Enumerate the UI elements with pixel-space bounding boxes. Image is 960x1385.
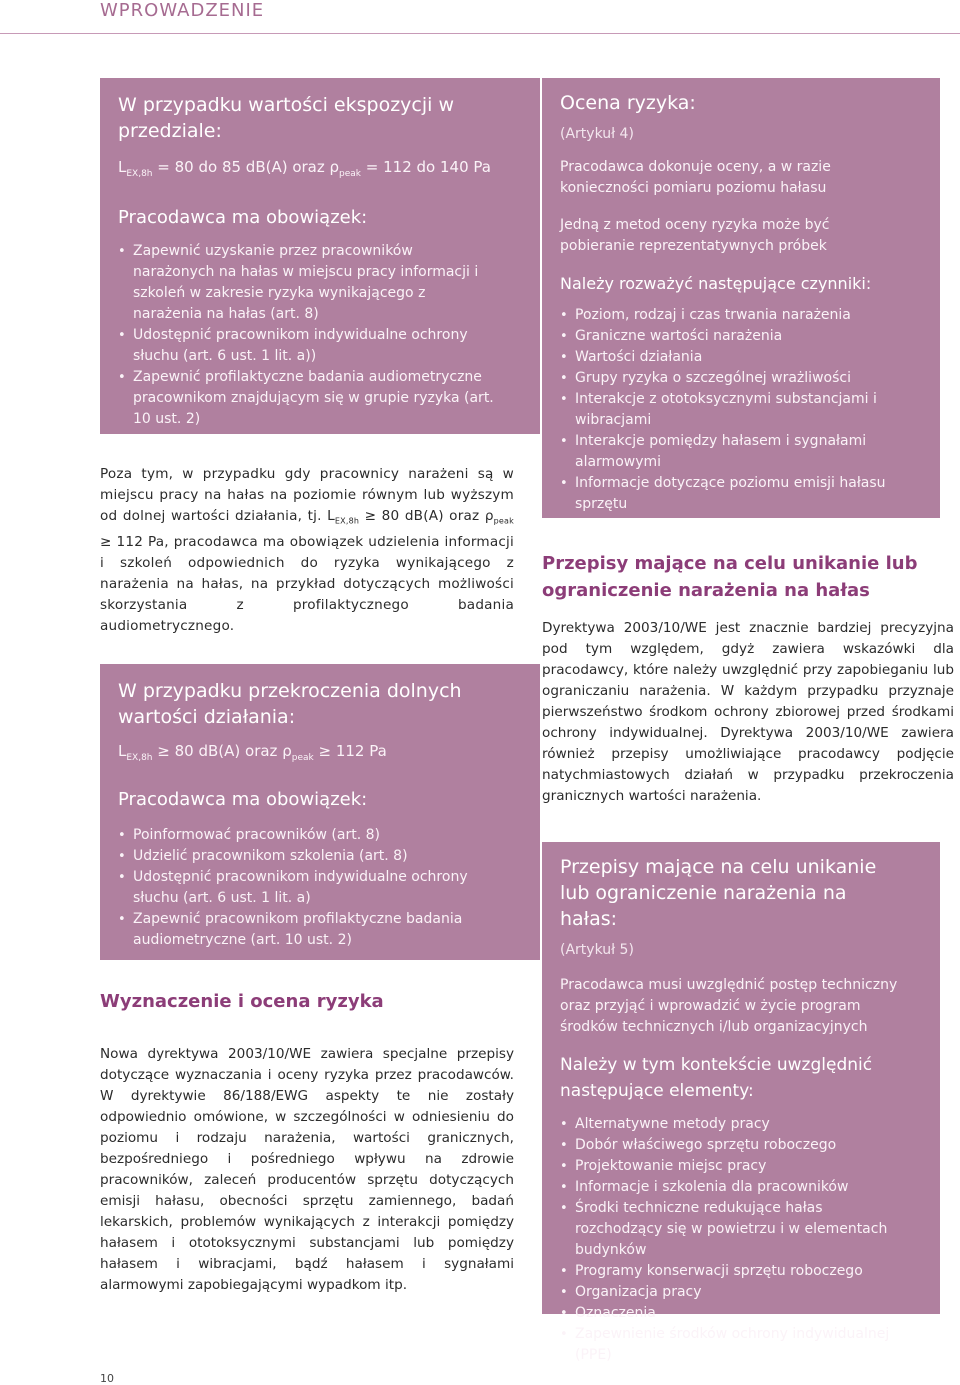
box4-subtitle: (Artykuł 5) (560, 942, 634, 958)
box2-list (118, 825, 498, 951)
list-item: • Interakcje pomiędzy hałasem i sygnałami alarmowymi (560, 431, 910, 473)
box3-paragraph-1: Pracodawca dokonuje oceny, a w razie konieczności pomiaru poziomu hałasu (560, 159, 831, 196)
box4-subheading: Należy w tym kontekście uwzględnić następujące elementy: (560, 1055, 873, 1101)
section-risk-assessment-text: Nowa dyrektywa 2003/10/WE zawiera specjalne przepisy dotyczące wyznaczania i oceny ryzyka przez pracodawców. W dyrektywie 86/188/EWG aspekty te nie zostały odpowiednio omówione, w szczególności w odniesieniu do poziomu i rodzaju narażenia, wartości granicznych, bezpośredniego i pośredniego wpływu na zdrowie pracowników, zaleceń producentów sprzętu dotyczących emisji hałasu, obecności sprzętu zamiennego, badań lekarskich, problemów wynikających z interakcji pomiędzy hałasem i ototoksycznymi substancjami lub pomiędzy hałasem i wibracjami, bądź hałasem i sygnałami alarmowymi zapobiegającymi wypadkom itp. (100, 1046, 514, 1293)
list-item: • Udostępnić pracownikom indywidualne ochrony słuchu (art. 6 ust. 1 lit. a)) (118, 325, 498, 367)
box1-subheading: Pracodawca ma obowiązek: (118, 207, 368, 228)
list-item: • Poinformować pracowników (art. 8) (118, 825, 498, 846)
list-item: • Projektowanie miejsc pracy (560, 1156, 910, 1177)
box4-paragraph-1: Pracodawca musi uwzględnić postęp techniczny oraz przyjąć i wprowadzić w życie program środków technicznych i/lub organizacyjnych (560, 977, 898, 1035)
section-avoidance-text: Dyrektywa 2003/10/WE jest znacznie bardziej precyzyjna pod tym względem, gdyż zawiera wskazówki dla pracodawcy, które należy uwzględnić przy zapobieganiu lub ograniczaniu narażenia. W każdym przypadku przyznaje pierwszeństwo środkom ochrony zbiorowej przed środkami ochrony indywidualnej. Dyrektywa 2003/10/WE zawiera również przepisy umożliwiające pracodawcy podjęcie natychmiastowych działań w przypadku przekroczenia granicznych wartości narażenia. (542, 620, 954, 804)
list-item: • Graniczne wartości narażenia (560, 326, 910, 347)
section-avoidance-title: Przepisy mające na celu unikanie lub ograniczenie narażenia na hałas (542, 553, 918, 601)
list-item: • Zapewnić pracownikom profilaktyczne badania audiometryczne (art. 10 ust. 2) (118, 909, 498, 951)
list-item: • Wartości działania (560, 347, 910, 368)
list-item: • Środki techniczne redukujące hałas rozchodzący się w powietrzu i w elementach budynków (560, 1198, 910, 1261)
box-lower-action-value (100, 664, 540, 960)
box3-subheading: Należy rozważyć następujące czynniki: (560, 274, 872, 293)
list-item: • Zapewnić uzyskanie przez pracowników narażonych na hałas w miejscu pracy informacji i szkoleń w zakresie ryzyka wynikającego z narażenia na hałas (art. 8) (118, 241, 498, 325)
box2-formula: $L_{EX,8h} \ge 80$ dB(A) oraz $\rho_{peak} \ge 112$ Pa (118, 742, 387, 763)
box1-list (118, 241, 498, 430)
box3-list (560, 305, 910, 515)
header-title: WPROWADZENIE (100, 0, 265, 21)
exposure-paragraph: Poza tym, w przypadku gdy pracownicy narażeni są w miejscu pracy na hałas na poziomie równym lub wyższym od dolnej wartości działania, tj. $L_{EX,8h} \ge 80$ dB(A) oraz $\rho_{peak} \ge 112$ Pa, pracodawca ma obowiązek udzielenia informacji i szkoleń odpowiednich do ryzyka wynikającego z narażenia na hałas, na przykład dotyczących możliwości skorzystania z profilaktycznego badania audiometrycznego. (100, 466, 514, 634)
list-item: • Poziom, rodzaj i czas trwania narażenia (560, 305, 910, 326)
box3-title: Ocena ryzyka: (560, 92, 696, 114)
list-item: • Zapewnić profilaktyczne badania audiometryczne pracownikom znajdującym się w grupie ryzyka (art. 10 ust. 2) (118, 367, 498, 430)
box1-formula: $L_{EX,8h} = 80$ do 85 dB(A) oraz $\rho_{peak} = 112$ do 140 Pa (118, 158, 491, 179)
list-item: • Udostępnić pracownikom indywidualne ochrony słuchu (art. 6 ust. 1 lit. a) (118, 867, 498, 909)
box2-subheading: Pracodawca ma obowiązek: (118, 789, 368, 810)
page-header (0, 0, 960, 34)
box4-title: Przepisy mające na celu unikanie lub ograniczenie narażenia na hałas: (560, 856, 877, 930)
box3-paragraph-2: Jedną z metod oceny ryzyka może być pobieranie reprezentatywnych próbek (560, 217, 830, 254)
list-item: • Grupy ryzyka o szczególnej wrażliwości (560, 368, 910, 389)
box3-subtitle: (Artykuł 4) (560, 126, 634, 142)
box4-list (560, 1114, 910, 1366)
list-item: • Informacje dotyczące poziomu emisji hałasu sprzętu (560, 473, 910, 515)
list-item: • Programy konserwacji sprzętu roboczego (560, 1261, 910, 1282)
box-avoidance-measures (542, 842, 940, 1363)
list-item: • Organizacja pracy (560, 1282, 910, 1303)
list-item: • Zapewnienie środków ochrony indywidualnej (PPE) (560, 1324, 910, 1366)
box-risk-assessment (542, 78, 940, 518)
list-item: • Interakcje z ototoksycznymi substancjami i wibracjami (560, 389, 910, 431)
box1-title: W przypadku wartości ekspozycji w przedziale: (118, 94, 454, 142)
page-number: 10 (100, 1372, 114, 1385)
section-risk-assessment-title: Wyznaczenie i ocena ryzyka (100, 991, 384, 1012)
box-exposure-range (100, 78, 540, 434)
list-item: • Dobór właściwego sprzętu roboczego (560, 1135, 910, 1156)
list-item: • Oznaczenia (560, 1303, 910, 1324)
list-item: • Informacje i szkolenia dla pracowników (560, 1177, 910, 1198)
list-item: • Alternatywne metody pracy (560, 1114, 910, 1135)
box2-title: W przypadku przekroczenia dolnych wartości działania: (118, 680, 462, 728)
list-item: • Udzielić pracownikom szkolenia (art. 8) (118, 846, 498, 867)
